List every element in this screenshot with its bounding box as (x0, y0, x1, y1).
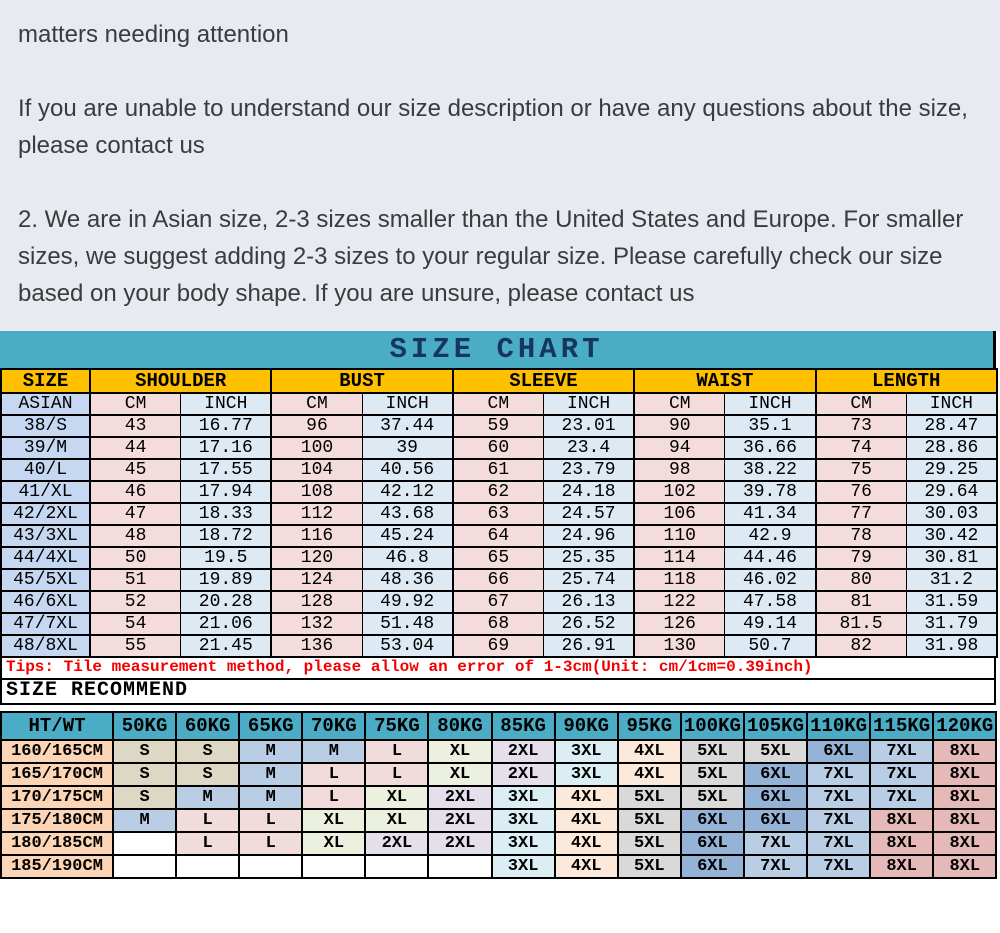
size-chart-value-cell: 61 (453, 459, 544, 481)
size-chart-unit-cell: CM (634, 393, 725, 415)
recommend-size-cell: 5XL (618, 809, 681, 832)
recommend-size-cell: 5XL (681, 786, 744, 809)
size-chart-value-cell: 118 (634, 569, 725, 591)
recommend-header-cell: 70KG (302, 712, 365, 740)
size-chart-value-cell: 36.66 (725, 437, 816, 459)
size-chart-size-label: 46/6XL (1, 591, 90, 613)
recommend-row (1, 740, 996, 763)
recommend-size-cell: 7XL (744, 832, 807, 855)
size-chart-value-cell: 30.81 (906, 547, 997, 569)
size-chart-row (1, 525, 997, 547)
recommend-size-cell: 6XL (744, 809, 807, 832)
recommend-size-cell: 7XL (807, 832, 870, 855)
size-chart-size-label: 45/5XL (1, 569, 90, 591)
size-chart-value-cell: 43.68 (362, 503, 453, 525)
size-chart-value-cell: 132 (271, 613, 362, 635)
recommend-size-cell: M (239, 763, 302, 786)
size-chart-value-cell: 35.1 (725, 415, 816, 437)
recommend-header-cell: 100KG (681, 712, 744, 740)
recommend-size-cell (428, 855, 491, 878)
intro-heading: matters needing attention (18, 21, 289, 48)
size-chart-value-cell: 110 (634, 525, 725, 547)
size-chart-value-cell: 44.46 (725, 547, 816, 569)
recommend-height-cell: 175/180CM (1, 809, 113, 832)
size-chart-section (0, 331, 996, 879)
size-chart-title: SIZE CHART (0, 331, 996, 368)
size-chart-value-cell: 67 (453, 591, 544, 613)
size-chart-value-cell: 42.12 (362, 481, 453, 503)
recommend-size-cell: 5XL (681, 763, 744, 786)
recommend-size-cell: 3XL (555, 740, 618, 763)
size-chart-value-cell: 79 (816, 547, 907, 569)
recommend-size-cell: 7XL (870, 786, 933, 809)
size-chart-size-label: 39/M (1, 437, 90, 459)
recommend-header-cell: HT/WT (1, 712, 113, 740)
size-chart-value-cell: 24.96 (543, 525, 634, 547)
recommend-size-cell: XL (302, 832, 365, 855)
size-chart-value-cell: 82 (816, 635, 907, 657)
size-chart-unit-cell: INCH (725, 393, 816, 415)
recommend-size-cell: M (113, 809, 176, 832)
recommend-height-cell: 180/185CM (1, 832, 113, 855)
recommend-row (1, 763, 996, 786)
recommend-size-cell: M (176, 786, 239, 809)
size-chart-value-cell: 46.8 (362, 547, 453, 569)
recommend-size-cell: L (365, 740, 428, 763)
size-chart-row (1, 459, 997, 481)
recommend-size-cell: 8XL (870, 832, 933, 855)
size-chart-value-cell: 45 (90, 459, 181, 481)
size-chart-value-cell: 104 (271, 459, 362, 481)
recommend-size-cell: 7XL (807, 763, 870, 786)
size-chart-value-cell: 98 (634, 459, 725, 481)
size-chart-value-cell: 16.77 (181, 415, 272, 437)
size-chart-group-header: SHOULDER (90, 369, 271, 393)
size-chart-value-cell: 49.14 (725, 613, 816, 635)
size-chart-row (1, 547, 997, 569)
size-chart-value-cell: 114 (634, 547, 725, 569)
size-chart-row (1, 569, 997, 591)
recommend-size-cell: 4XL (618, 763, 681, 786)
size-chart-row (1, 481, 997, 503)
recommend-size-cell: 5XL (618, 786, 681, 809)
recommend-size-cell: 8XL (933, 763, 996, 786)
size-chart-value-cell: 29.64 (906, 481, 997, 503)
size-chart-value-cell: 44 (90, 437, 181, 459)
recommend-size-cell: XL (428, 740, 491, 763)
size-chart-row (1, 503, 997, 525)
recommend-size-cell: 8XL (870, 855, 933, 878)
size-chart-value-cell: 136 (271, 635, 362, 657)
recommend-size-cell (365, 855, 428, 878)
recommend-header-cell: 95KG (618, 712, 681, 740)
recommend-size-cell: 4XL (555, 832, 618, 855)
size-chart-unit-cell: CM (816, 393, 907, 415)
size-chart-row (1, 635, 997, 657)
size-chart-value-cell: 46 (90, 481, 181, 503)
size-chart-group-header: SLEEVE (453, 369, 634, 393)
recommend-size-cell: 8XL (933, 832, 996, 855)
size-chart-value-cell: 65 (453, 547, 544, 569)
recommend-size-cell: M (239, 786, 302, 809)
recommend-size-cell: XL (428, 763, 491, 786)
size-chart-value-cell: 64 (453, 525, 544, 547)
size-chart-size-label: 42/2XL (1, 503, 90, 525)
size-chart-value-cell: 59 (453, 415, 544, 437)
size-chart-value-cell: 51.48 (362, 613, 453, 635)
size-chart-value-cell: 37.44 (362, 415, 453, 437)
recommend-size-cell: 8XL (933, 809, 996, 832)
recommend-size-cell: S (113, 786, 176, 809)
attention-section (0, 0, 1000, 331)
recommend-size-cell: L (176, 809, 239, 832)
recommend-size-cell: L (239, 832, 302, 855)
size-chart-value-cell: 31.98 (906, 635, 997, 657)
size-chart-value-cell: 90 (634, 415, 725, 437)
size-chart-value-cell: 24.18 (543, 481, 634, 503)
recommend-size-cell: 8XL (933, 740, 996, 763)
size-chart-unit-cell: CM (271, 393, 362, 415)
recommend-size-cell: 4XL (618, 740, 681, 763)
recommend-header-cell: 60KG (176, 712, 239, 740)
size-chart-value-cell: 122 (634, 591, 725, 613)
recommend-header-cell: 120KG (933, 712, 996, 740)
size-chart-value-cell: 68 (453, 613, 544, 635)
recommend-size-cell: 4XL (555, 786, 618, 809)
size-chart-value-cell: 48.36 (362, 569, 453, 591)
size-chart-value-cell: 17.55 (181, 459, 272, 481)
size-chart-value-cell: 31.59 (906, 591, 997, 613)
recommend-size-cell: 2XL (492, 740, 555, 763)
size-chart-value-cell: 47.58 (725, 591, 816, 613)
size-chart-value-cell: 24.57 (543, 503, 634, 525)
size-chart-value-cell: 39.78 (725, 481, 816, 503)
size-chart-size-label: 38/S (1, 415, 90, 437)
size-chart-unit-cell: INCH (181, 393, 272, 415)
recommend-size-cell: 7XL (744, 855, 807, 878)
size-chart-value-cell: 26.52 (543, 613, 634, 635)
recommend-size-cell: 6XL (744, 763, 807, 786)
recommend-size-cell: 8XL (933, 786, 996, 809)
recommend-size-cell: 3XL (492, 855, 555, 878)
recommend-size-cell: S (113, 763, 176, 786)
size-chart-value-cell: 30.03 (906, 503, 997, 525)
recommend-size-cell: 2XL (365, 832, 428, 855)
recommend-header-cell: 65KG (239, 712, 302, 740)
recommend-row (1, 809, 996, 832)
size-chart-value-cell: 26.13 (543, 591, 634, 613)
size-chart-value-cell: 40.56 (362, 459, 453, 481)
size-chart-size-label: 43/3XL (1, 525, 90, 547)
size-chart-value-cell: 106 (634, 503, 725, 525)
size-chart-value-cell: 23.01 (543, 415, 634, 437)
recommend-size-cell: 4XL (555, 855, 618, 878)
size-chart-value-cell: 102 (634, 481, 725, 503)
size-chart-unit-cell: CM (453, 393, 544, 415)
size-chart-value-cell: 31.2 (906, 569, 997, 591)
size-chart-value-cell: 26.91 (543, 635, 634, 657)
recommend-height-cell: 185/190CM (1, 855, 113, 878)
size-chart-value-cell: 41.34 (725, 503, 816, 525)
size-chart-value-cell: 43 (90, 415, 181, 437)
size-chart-value-cell: 18.72 (181, 525, 272, 547)
size-chart-group-header: LENGTH (816, 369, 997, 393)
intro-paragraph-asian-size: 2. We are in Asian size, 2-3 sizes smaller than the United States and Europe. For smaller sizes, we suggest adding 2-3 sizes to your regular size. Please carefully check our size based on your body shape. If you are unsure, please contact us (18, 206, 964, 307)
recommend-size-cell: 7XL (807, 809, 870, 832)
recommend-size-cell: 5XL (681, 740, 744, 763)
size-chart-value-cell: 112 (271, 503, 362, 525)
size-chart-value-cell: 62 (453, 481, 544, 503)
recommend-size-cell: 2XL (428, 809, 491, 832)
recommend-header-cell: 80KG (428, 712, 491, 740)
size-chart-value-cell: 48 (90, 525, 181, 547)
recommend-size-cell: M (302, 740, 365, 763)
recommend-size-cell: S (176, 740, 239, 763)
size-chart-size-label: 40/L (1, 459, 90, 481)
size-chart-unit-cell: INCH (906, 393, 997, 415)
size-chart-value-cell: 19.5 (181, 547, 272, 569)
size-chart-value-cell: 78 (816, 525, 907, 547)
size-chart-value-cell: 28.47 (906, 415, 997, 437)
size-recommend-heading: SIZE RECOMMEND (0, 680, 996, 705)
size-chart-value-cell: 52 (90, 591, 181, 613)
size-chart-value-cell: 76 (816, 481, 907, 503)
size-chart-value-cell: 46.02 (725, 569, 816, 591)
size-chart-row (1, 437, 997, 459)
size-chart-unit-row (1, 393, 997, 415)
size-chart-value-cell: 19.89 (181, 569, 272, 591)
recommend-size-cell (113, 855, 176, 878)
recommend-size-cell (113, 832, 176, 855)
recommend-size-cell: S (176, 763, 239, 786)
size-chart-value-cell: 74 (816, 437, 907, 459)
size-chart-size-label: 48/8XL (1, 635, 90, 657)
recommend-size-cell: 4XL (555, 809, 618, 832)
size-chart-value-cell: 23.79 (543, 459, 634, 481)
recommend-size-cell: XL (302, 809, 365, 832)
size-chart-unit-cell: INCH (362, 393, 453, 415)
size-chart-value-cell: 29.25 (906, 459, 997, 481)
size-chart-value-cell: 31.79 (906, 613, 997, 635)
recommend-header-cell: 85KG (492, 712, 555, 740)
size-chart-value-cell: 128 (271, 591, 362, 613)
size-recommend-table (0, 711, 997, 879)
recommend-size-cell: 3XL (492, 809, 555, 832)
recommend-size-cell: 7XL (870, 740, 933, 763)
size-chart-value-cell: 81.5 (816, 613, 907, 635)
recommend-row (1, 855, 996, 878)
recommend-size-cell: 3XL (492, 786, 555, 809)
size-chart-group-header: BUST (271, 369, 452, 393)
tips-note: Tips: Tile measurement method, please allow an error of 1-3cm(Unit: cm/1cm=0.39inch) (0, 658, 996, 680)
recommend-row (1, 786, 996, 809)
recommend-size-cell: S (113, 740, 176, 763)
recommend-size-cell (239, 855, 302, 878)
size-chart-value-cell: 80 (816, 569, 907, 591)
recommend-header-cell: 50KG (113, 712, 176, 740)
recommend-row (1, 832, 996, 855)
size-chart-value-cell: 18.33 (181, 503, 272, 525)
recommend-size-cell: 7XL (807, 786, 870, 809)
recommend-size-cell: 6XL (681, 855, 744, 878)
size-chart-value-cell: 21.45 (181, 635, 272, 657)
recommend-size-cell: 5XL (618, 855, 681, 878)
size-chart-value-cell: 51 (90, 569, 181, 591)
recommend-size-cell: L (302, 763, 365, 786)
recommend-size-cell (176, 855, 239, 878)
recommend-size-cell: M (239, 740, 302, 763)
recommend-size-cell (302, 855, 365, 878)
size-chart-value-cell: 30.42 (906, 525, 997, 547)
recommend-size-cell: 2XL (492, 763, 555, 786)
recommend-size-cell: 2XL (428, 786, 491, 809)
recommend-header-cell: 75KG (365, 712, 428, 740)
recommend-header-cell: 115KG (870, 712, 933, 740)
size-chart-value-cell: 124 (271, 569, 362, 591)
size-chart-value-cell: 28.86 (906, 437, 997, 459)
recommend-size-cell: 6XL (681, 832, 744, 855)
recommend-size-cell: 5XL (618, 832, 681, 855)
size-chart-value-cell: 55 (90, 635, 181, 657)
recommend-size-cell: 6XL (807, 740, 870, 763)
size-chart-table (0, 368, 998, 658)
size-chart-value-cell: 63 (453, 503, 544, 525)
size-chart-value-cell: 21.06 (181, 613, 272, 635)
size-chart-value-cell: 23.4 (543, 437, 634, 459)
size-chart-row (1, 415, 997, 437)
size-chart-value-cell: 50 (90, 547, 181, 569)
size-chart-value-cell: 60 (453, 437, 544, 459)
size-chart-value-cell: 17.94 (181, 481, 272, 503)
size-chart-row (1, 591, 997, 613)
size-chart-size-label: 41/XL (1, 481, 90, 503)
recommend-header-row (1, 712, 996, 740)
size-chart-value-cell: 45.24 (362, 525, 453, 547)
size-chart-value-cell: 120 (271, 547, 362, 569)
recommend-height-cell: 170/175CM (1, 786, 113, 809)
size-chart-header-row (1, 369, 997, 393)
recommend-size-cell: XL (365, 809, 428, 832)
recommend-size-cell: 8XL (870, 809, 933, 832)
recommend-size-cell: 3XL (492, 832, 555, 855)
size-chart-value-cell: 77 (816, 503, 907, 525)
size-chart-value-cell: 66 (453, 569, 544, 591)
size-chart-value-cell: 73 (816, 415, 907, 437)
size-chart-size-label: 47/7XL (1, 613, 90, 635)
size-chart-size-label: 44/4XL (1, 547, 90, 569)
recommend-size-cell: 7XL (807, 855, 870, 878)
size-chart-value-cell: 69 (453, 635, 544, 657)
recommend-height-cell: 165/170CM (1, 763, 113, 786)
size-chart-value-cell: 116 (271, 525, 362, 547)
intro-paragraph-contact: If you are unable to understand our size description or have any questions about the size, please contact us (18, 95, 968, 159)
size-chart-group-header: WAIST (634, 369, 815, 393)
size-chart-value-cell: 39 (362, 437, 453, 459)
size-chart-value-cell: 100 (271, 437, 362, 459)
size-chart-value-cell: 38.22 (725, 459, 816, 481)
recommend-size-cell: L (365, 763, 428, 786)
size-chart-value-cell: 126 (634, 613, 725, 635)
size-chart-value-cell: 42.9 (725, 525, 816, 547)
size-chart-value-cell: 50.7 (725, 635, 816, 657)
size-chart-row (1, 613, 997, 635)
recommend-size-cell: L (239, 809, 302, 832)
recommend-size-cell: XL (365, 786, 428, 809)
size-chart-group-header: SIZE (1, 369, 90, 393)
recommend-size-cell: 8XL (933, 855, 996, 878)
recommend-size-cell: 7XL (870, 763, 933, 786)
recommend-height-cell: 160/165CM (1, 740, 113, 763)
size-chart-value-cell: 75 (816, 459, 907, 481)
size-chart-value-cell: 96 (271, 415, 362, 437)
recommend-header-cell: 105KG (744, 712, 807, 740)
recommend-size-cell: 6XL (744, 786, 807, 809)
recommend-size-cell: 5XL (744, 740, 807, 763)
size-chart-value-cell: 81 (816, 591, 907, 613)
size-chart-value-cell: 20.28 (181, 591, 272, 613)
size-chart-value-cell: 94 (634, 437, 725, 459)
recommend-size-cell: 6XL (681, 809, 744, 832)
recommend-size-cell: 2XL (428, 832, 491, 855)
size-chart-value-cell: 25.35 (543, 547, 634, 569)
recommend-header-cell: 110KG (807, 712, 870, 740)
size-chart-value-cell: 54 (90, 613, 181, 635)
recommend-size-cell: L (176, 832, 239, 855)
recommend-size-cell: 3XL (555, 763, 618, 786)
size-chart-unit-cell: INCH (543, 393, 634, 415)
recommend-header-cell: 90KG (555, 712, 618, 740)
size-chart-value-cell: 49.92 (362, 591, 453, 613)
size-chart-value-cell: 130 (634, 635, 725, 657)
size-chart-value-cell: 25.74 (543, 569, 634, 591)
size-chart-value-cell: 47 (90, 503, 181, 525)
size-chart-value-cell: 53.04 (362, 635, 453, 657)
size-chart-unit-label: ASIAN (1, 393, 90, 415)
size-chart-unit-cell: CM (90, 393, 181, 415)
recommend-size-cell: L (302, 786, 365, 809)
size-chart-value-cell: 17.16 (181, 437, 272, 459)
size-chart-value-cell: 108 (271, 481, 362, 503)
